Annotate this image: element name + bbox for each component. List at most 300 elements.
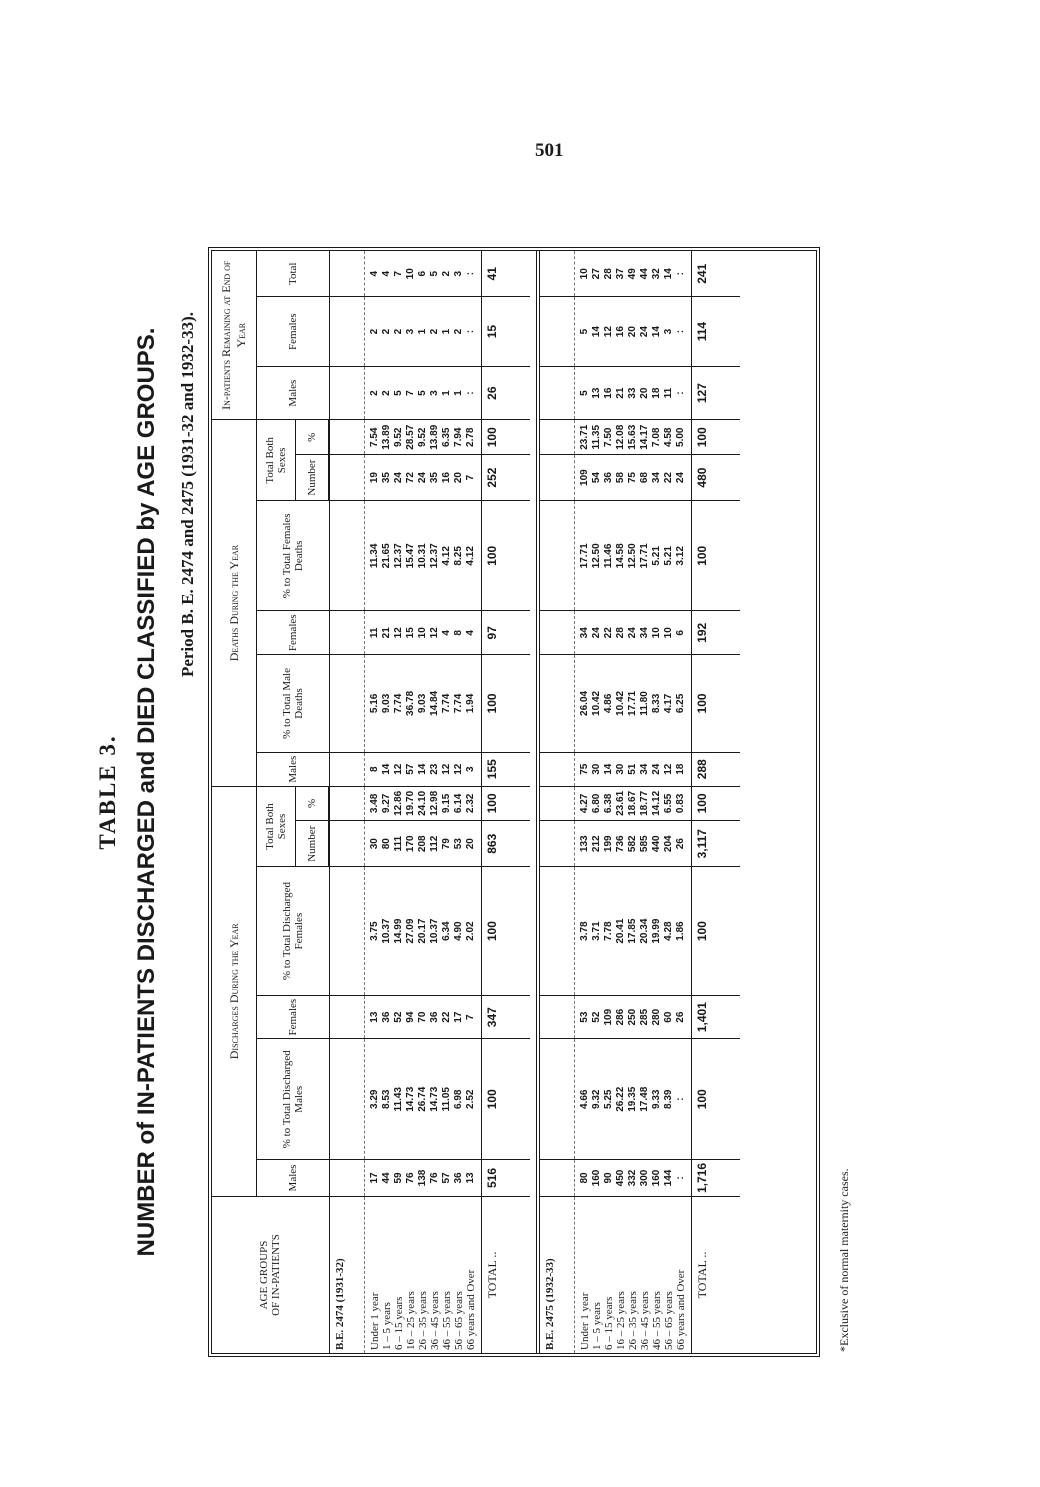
r-males-cell: 5 [417, 390, 428, 396]
d-males-cell: 57 [441, 1172, 452, 1184]
r-males-cell: 1 [453, 390, 464, 396]
d-females-cell: 17 [453, 1011, 464, 1023]
x-females-cell: 24 [627, 627, 638, 639]
r-males-cell: 11 [663, 387, 674, 399]
d-both-num-cell: 30 [369, 838, 380, 850]
r-females-cell: : [675, 329, 686, 334]
x-males-cell: 30 [615, 763, 626, 775]
age-group-label: 36 – 45 years [429, 1291, 441, 1350]
x-both-pct-cell: 14.17 [639, 424, 650, 450]
x-males-cell: 75 [579, 763, 590, 775]
x-females-cell: 21 [381, 627, 392, 639]
r-total-cell: 4 [381, 270, 392, 277]
r-males-cell: 2 [381, 390, 392, 396]
x-females-pct-cell: 12.50 [627, 543, 638, 569]
d-males-cell: 36 [453, 1172, 464, 1184]
x-females-cell: 11 [369, 627, 380, 639]
total-cell: 100 [692, 867, 741, 995]
table-title: NUMBER of IN-PATIENTS DISCHARGED and DIED CLASSIFIED by AGE GROUPS. [133, 327, 160, 1257]
header-discharges: Discharges During the Year [212, 786, 257, 1196]
d-both-pct-cell: 6.80 [591, 793, 602, 814]
header-x-males-pct: % to Total Male Deaths [257, 655, 330, 753]
header-x-total-both: Total Both Sexes [257, 420, 296, 501]
d-males-cell: 300 [639, 1169, 650, 1187]
x-both-pct-cell: 5.00 [675, 427, 686, 447]
d-both-pct-cell: 9.27 [381, 793, 392, 814]
r-total-cell: 5 [429, 270, 440, 277]
d-females-pct-cell: 10.37 [381, 918, 392, 944]
d-both-pct-cell: 18.67 [627, 790, 638, 816]
d-males-cell: : [675, 1176, 686, 1180]
r-males-cell: 1 [441, 390, 452, 396]
x-males-pct-cell: 10.42 [615, 690, 626, 716]
x-males-cell: 30 [591, 763, 602, 775]
r-males-cell: 20 [639, 387, 650, 399]
x-both-pct-cell: 23.71 [579, 424, 590, 450]
total-cell: 100 [482, 655, 531, 753]
age-group-label: 46 – 55 years [651, 1291, 663, 1350]
x-both-num-cell: 68 [639, 472, 650, 484]
x-both-num-cell: 58 [615, 472, 626, 484]
d-females-pct-cell: 4.90 [453, 921, 464, 941]
d-both-pct-cell: 2.32 [465, 793, 476, 814]
d-males-pct-cell: 19.35 [627, 1086, 638, 1112]
age-group-label: Under 1 year [369, 1292, 381, 1350]
x-both-num-cell: 24 [675, 472, 686, 484]
x-males-pct-cell: 4.86 [603, 693, 614, 714]
r-males-cell: 18 [651, 387, 662, 399]
d-males-pct-cell: 6.98 [453, 1089, 464, 1109]
age-group-label: 26 – 35 years [417, 1291, 429, 1350]
r-females-cell: 12 [603, 326, 614, 338]
x-females-cell: 22 [603, 627, 614, 639]
d-both-num-cell: 582 [627, 835, 638, 853]
r-total-cell: 44 [639, 268, 650, 280]
d-both-num-cell: 112 [429, 835, 440, 852]
x-both-pct-cell: 12.08 [615, 424, 626, 450]
x-both-num-cell: 24 [393, 472, 404, 484]
x-males-pct-cell: 9.03 [417, 693, 428, 714]
x-males-cell: 14 [381, 763, 392, 775]
x-both-num-cell: 35 [429, 472, 440, 484]
x-females-pct-cell: 17.71 [639, 543, 650, 569]
header-deaths: Deaths During the Year [212, 420, 257, 786]
age-group-label: 56 – 65 years [663, 1291, 675, 1350]
x-females-cell: 10 [663, 627, 674, 639]
r-total-cell: 6 [417, 270, 428, 277]
d-males-cell: 76 [429, 1172, 440, 1184]
d-males-pct-cell: 11.43 [393, 1087, 404, 1112]
d-males-cell: 160 [651, 1169, 662, 1187]
d-males-pct-cell: 8.53 [381, 1089, 392, 1109]
d-females-pct-cell: 3.75 [369, 921, 380, 941]
d-females-cell: 22 [441, 1011, 452, 1023]
d-both-pct-cell: 3.48 [369, 793, 380, 814]
age-group-label: 1 – 5 years [381, 1302, 393, 1350]
total-cell: 100 [692, 786, 741, 820]
r-total-cell: 49 [627, 268, 638, 280]
x-males-pct-cell: 9.03 [381, 693, 392, 714]
x-both-pct-cell: 7.94 [453, 427, 464, 447]
d-males-cell: 17 [369, 1172, 380, 1184]
x-males-pct-cell: 5.16 [369, 693, 380, 714]
d-both-num-cell: 20 [465, 838, 476, 850]
r-males-cell: 3 [429, 390, 440, 396]
total-cell: 100 [692, 655, 741, 753]
total-label: TOTAL .. [692, 1197, 741, 1354]
total-cell: 100 [692, 1039, 741, 1159]
x-males-pct-cell: 11.80 [639, 691, 650, 716]
r-total-cell: 10 [579, 268, 590, 280]
d-females-pct-cell: 27.09 [405, 918, 416, 944]
header-x-pct: % [296, 420, 330, 454]
period-caption: Period B. E. 2474 and 2475 (1931-32 and 1932-33). [178, 312, 197, 678]
x-males-pct-cell: 10.42 [591, 690, 602, 716]
d-both-pct-cell: 19.70 [405, 790, 416, 816]
x-females-pct-cell: 5.21 [651, 546, 662, 566]
r-females-cell: 16 [615, 326, 626, 338]
d-females-pct-cell: 14.99 [393, 918, 404, 944]
x-females-cell: 10 [651, 627, 662, 639]
x-both-pct-cell: 9.52 [417, 427, 428, 447]
d-both-pct-cell: 23.61 [615, 790, 626, 816]
r-females-cell: 2 [381, 328, 392, 335]
header-d-pct: % [296, 786, 330, 820]
d-females-cell: 94 [405, 1011, 416, 1023]
r-females-cell: 24 [639, 326, 650, 338]
d-females-cell: 286 [615, 1008, 626, 1026]
r-total-cell: 7 [393, 270, 404, 277]
x-both-pct-cell: 28.57 [405, 424, 416, 450]
d-females-cell: 285 [639, 1008, 650, 1026]
d-males-pct-cell: 3.29 [369, 1089, 380, 1109]
d-both-num-cell: 212 [591, 835, 602, 853]
d-females-cell: 52 [393, 1011, 404, 1023]
r-total-cell: : [675, 272, 686, 276]
d-females-cell: 7 [465, 1014, 476, 1020]
d-males-pct-cell: 17.48 [639, 1086, 650, 1112]
d-males-cell: 450 [615, 1169, 626, 1187]
d-both-pct-cell: 12.98 [429, 790, 440, 816]
table-label: TABLE 3. [95, 734, 120, 850]
x-females-cell: 24 [591, 627, 602, 639]
d-males-cell: 13 [465, 1172, 476, 1184]
x-females-pct-cell: 21.65 [381, 543, 392, 569]
d-females-pct-cell: 7.78 [603, 921, 614, 941]
d-both-pct-cell: 4.27 [579, 793, 590, 814]
d-males-cell: 332 [627, 1169, 638, 1187]
x-females-cell: 4 [465, 630, 476, 636]
x-males-pct-cell: 7.74 [441, 693, 452, 714]
d-both-num-cell: 736 [615, 835, 626, 853]
x-females-cell: 34 [579, 627, 590, 639]
total-cell: 252 [482, 454, 531, 500]
x-both-num-cell: 24 [417, 472, 428, 484]
header-r-total: Total [257, 251, 330, 297]
r-females-cell: 2 [429, 328, 440, 335]
r-total-cell: 4 [369, 270, 380, 277]
x-both-pct-cell: 2.78 [465, 427, 476, 447]
header-x-females: Females [257, 611, 330, 655]
total-cell: 1,716 [692, 1159, 741, 1196]
x-males-cell: 12 [663, 763, 674, 775]
d-females-cell: 36 [429, 1011, 440, 1023]
total-cell: 100 [692, 420, 741, 454]
r-males-cell: 13 [591, 387, 602, 399]
d-both-num-cell: 80 [381, 838, 392, 850]
x-males-cell: 12 [453, 763, 464, 775]
section-2475 [538, 251, 740, 1353]
x-males-cell: 18 [675, 763, 686, 775]
r-males-cell: 16 [603, 387, 614, 399]
d-females-cell: 13 [369, 1011, 380, 1023]
x-females-cell: 15 [405, 627, 416, 639]
header-d-males: Males [257, 1159, 330, 1196]
total-cell: 3,117 [692, 821, 741, 867]
r-total-cell: 3 [453, 270, 464, 277]
r-total-cell: 14 [663, 268, 674, 280]
section-heading: B.E. 2474 (1931-32) [329, 1197, 365, 1354]
d-males-cell: 80 [579, 1172, 590, 1184]
r-males-cell: : [675, 391, 686, 395]
x-females-cell: 10 [417, 627, 428, 639]
age-group-label: 46 – 55 years [441, 1291, 453, 1350]
d-both-pct-cell: 0.83 [675, 793, 686, 814]
x-males-pct-cell: 8.33 [651, 693, 662, 714]
d-males-pct-cell: 4.66 [579, 1089, 590, 1109]
x-females-pct-cell: 11.46 [603, 543, 614, 569]
x-males-pct-cell: 14.84 [429, 690, 440, 716]
total-cell: 26 [482, 366, 531, 420]
r-total-cell: 37 [615, 268, 626, 280]
x-females-cell: 34 [639, 627, 650, 639]
x-both-num-cell: 16 [441, 472, 452, 484]
r-females-cell: 14 [591, 326, 602, 338]
x-males-cell: 14 [417, 763, 428, 775]
x-males-pct-cell: 1.94 [465, 693, 476, 714]
total-cell: 97 [482, 611, 531, 655]
d-females-pct-cell: 20.34 [639, 918, 650, 944]
section-heading: B.E. 2475 (1932-33) [538, 1197, 575, 1354]
age-group-label: Under 1 year [579, 1292, 591, 1350]
d-females-pct-cell: 20.41 [615, 918, 626, 944]
d-males-cell: 144 [663, 1169, 674, 1187]
r-total-cell: 32 [651, 268, 662, 280]
x-males-cell: 24 [651, 763, 662, 775]
total-cell: 516 [482, 1159, 531, 1196]
r-males-cell: 33 [627, 387, 638, 399]
d-males-cell: 76 [405, 1172, 416, 1184]
x-females-pct-cell: 11.34 [369, 543, 380, 569]
d-males-pct-cell: : [675, 1097, 686, 1101]
age-group-label: 26 – 35 years [627, 1291, 639, 1350]
d-females-cell: 250 [627, 1008, 638, 1026]
d-both-num-cell: 111 [393, 835, 404, 852]
r-females-cell: 1 [417, 328, 428, 335]
x-males-pct-cell: 26.04 [579, 690, 590, 716]
d-males-pct-cell: 2.52 [465, 1089, 476, 1109]
x-males-pct-cell: 17.71 [627, 690, 638, 716]
x-females-pct-cell: 10.31 [417, 543, 428, 569]
x-females-cell: 12 [393, 627, 404, 639]
header-x-number: Number [296, 454, 330, 500]
x-both-pct-cell: 6.35 [441, 427, 452, 447]
d-males-pct-cell: 8.39 [663, 1089, 674, 1109]
d-males-pct-cell: 5.25 [603, 1089, 614, 1109]
x-females-pct-cell: 12.37 [429, 543, 440, 569]
age-group-label: 1 – 5 years [591, 1302, 603, 1350]
d-both-num-cell: 26 [675, 838, 686, 850]
section-2474 [329, 251, 530, 1353]
d-both-pct-cell: 12.86 [393, 790, 404, 816]
d-males-cell: 160 [591, 1169, 602, 1187]
d-females-cell: 109 [603, 1008, 614, 1026]
r-females-cell: : [465, 329, 476, 334]
age-group-label: 16 – 25 years [615, 1291, 627, 1350]
total-cell: 1,401 [692, 995, 741, 1039]
d-females-cell: 60 [663, 1011, 674, 1023]
r-total-cell: 28 [603, 268, 614, 280]
d-females-pct-cell: 2.02 [465, 921, 476, 941]
x-males-cell: 12 [393, 763, 404, 775]
d-both-num-cell: 585 [639, 835, 650, 853]
d-both-num-cell: 133 [579, 835, 590, 853]
age-group-label: 16 – 25 years [405, 1291, 417, 1350]
r-total-cell: 10 [405, 268, 416, 280]
x-females-cell: 6 [675, 630, 686, 636]
total-cell: 100 [482, 867, 531, 995]
x-males-cell: 8 [369, 766, 380, 772]
d-both-num-cell: 79 [441, 838, 452, 850]
header-x-males: Males [257, 752, 330, 786]
statistics-table [208, 247, 820, 1357]
r-total-cell: 27 [591, 268, 602, 280]
x-both-pct-cell: 9.52 [393, 427, 404, 447]
d-both-num-cell: 199 [603, 835, 614, 853]
d-females-pct-cell: 10.37 [429, 918, 440, 944]
d-females-cell: 53 [579, 1011, 590, 1023]
d-females-cell: 26 [675, 1011, 686, 1023]
x-females-pct-cell: 15.47 [405, 543, 416, 569]
total-cell: 155 [482, 752, 531, 786]
total-cell: 863 [482, 821, 531, 867]
x-females-cell: 8 [453, 630, 464, 636]
x-males-cell: 51 [627, 763, 638, 775]
d-males-cell: 138 [417, 1169, 428, 1187]
d-males-cell: 44 [381, 1172, 392, 1184]
age-group-label: 6 – 15 years [393, 1296, 405, 1350]
x-females-pct-cell: 8.25 [453, 546, 464, 566]
x-both-num-cell: 36 [603, 472, 614, 484]
d-females-pct-cell: 3.78 [579, 921, 590, 941]
header-r-females: Females [257, 297, 330, 366]
r-males-cell: 5 [579, 390, 590, 396]
age-group-label: 36 – 45 years [639, 1291, 651, 1350]
d-both-pct-cell: 14.12 [651, 790, 662, 816]
x-males-pct-cell: 7.74 [453, 693, 464, 714]
total-label: TOTAL .. [482, 1197, 531, 1354]
total-cell: 100 [482, 1039, 531, 1159]
header-d-males-pct: % to Total Discharged Males [257, 1039, 330, 1159]
d-both-pct-cell: 6.38 [603, 793, 614, 814]
r-females-cell: 14 [651, 326, 662, 338]
d-females-cell: 280 [651, 1008, 662, 1026]
x-females-pct-cell: 4.12 [465, 546, 476, 566]
x-females-cell: 12 [429, 627, 440, 639]
total-cell: 347 [482, 995, 531, 1039]
x-males-cell: 12 [441, 763, 452, 775]
header-x-females-pct: % to Total Females Deaths [257, 501, 330, 611]
total-cell: 100 [482, 786, 531, 820]
r-males-cell: 2 [369, 390, 380, 396]
d-males-pct-cell: 9.32 [591, 1089, 602, 1109]
total-cell: 100 [482, 501, 531, 611]
r-females-cell: 3 [663, 328, 674, 335]
x-males-cell: 57 [405, 763, 416, 775]
x-both-num-cell: 35 [381, 472, 392, 484]
r-females-cell: 1 [441, 328, 452, 335]
header-d-total-both: Total Both Sexes [257, 786, 296, 867]
d-females-pct-cell: 3.71 [591, 921, 602, 941]
x-both-num-cell: 54 [591, 472, 602, 484]
x-both-pct-cell: 13.89 [381, 424, 392, 450]
total-cell: 15 [482, 297, 531, 366]
header-d-females-pct: % to Total Discharged Females [257, 867, 330, 995]
d-males-cell: 90 [603, 1172, 614, 1184]
x-both-pct-cell: 13.89 [429, 424, 440, 450]
x-males-pct-cell: 6.25 [675, 693, 686, 714]
r-females-cell: 2 [393, 328, 404, 335]
x-males-pct-cell: 36.78 [405, 690, 416, 716]
total-cell: 41 [482, 251, 531, 297]
r-males-cell: : [465, 391, 476, 395]
d-both-pct-cell: 6.55 [663, 793, 674, 814]
x-both-pct-cell: 11.35 [591, 424, 602, 450]
d-females-cell: 70 [417, 1011, 428, 1023]
x-both-num-cell: 19 [369, 472, 380, 484]
x-females-cell: 28 [615, 627, 626, 639]
d-females-pct-cell: 20.17 [417, 918, 428, 944]
x-females-pct-cell: 4.12 [441, 546, 452, 566]
x-females-pct-cell: 5.21 [663, 546, 674, 566]
d-females-pct-cell: 6.34 [441, 921, 452, 941]
d-males-pct-cell: 9.33 [651, 1089, 662, 1109]
x-males-cell: 23 [429, 763, 440, 775]
age-group-label: 66 years and Over [465, 1269, 477, 1350]
d-both-num-cell: 53 [453, 838, 464, 850]
age-group-label: 66 years and Over [675, 1269, 687, 1350]
d-both-num-cell: 170 [405, 835, 416, 853]
d-males-pct-cell: 14.73 [405, 1086, 416, 1112]
d-females-pct-cell: 19.99 [651, 918, 662, 944]
d-females-cell: 52 [591, 1011, 602, 1023]
total-cell: 288 [692, 752, 741, 786]
age-group-label: 6 – 15 years [603, 1296, 615, 1350]
d-both-num-cell: 440 [651, 835, 662, 853]
total-cell: 114 [692, 297, 741, 366]
x-males-cell: 34 [639, 763, 650, 775]
d-both-pct-cell: 9.15 [441, 793, 452, 814]
x-females-cell: 4 [441, 630, 452, 636]
page-number: 501 [535, 140, 564, 161]
d-both-pct-cell: 24.10 [417, 790, 428, 816]
d-males-pct-cell: 26.74 [417, 1086, 428, 1112]
d-females-pct-cell: 4.28 [663, 921, 674, 941]
header-age-groups: AGE GROUPS OF IN-PATIENTS [212, 1197, 329, 1354]
total-cell: 127 [692, 366, 741, 420]
x-females-pct-cell: 12.50 [591, 543, 602, 569]
header-d-females: Females [257, 995, 330, 1039]
